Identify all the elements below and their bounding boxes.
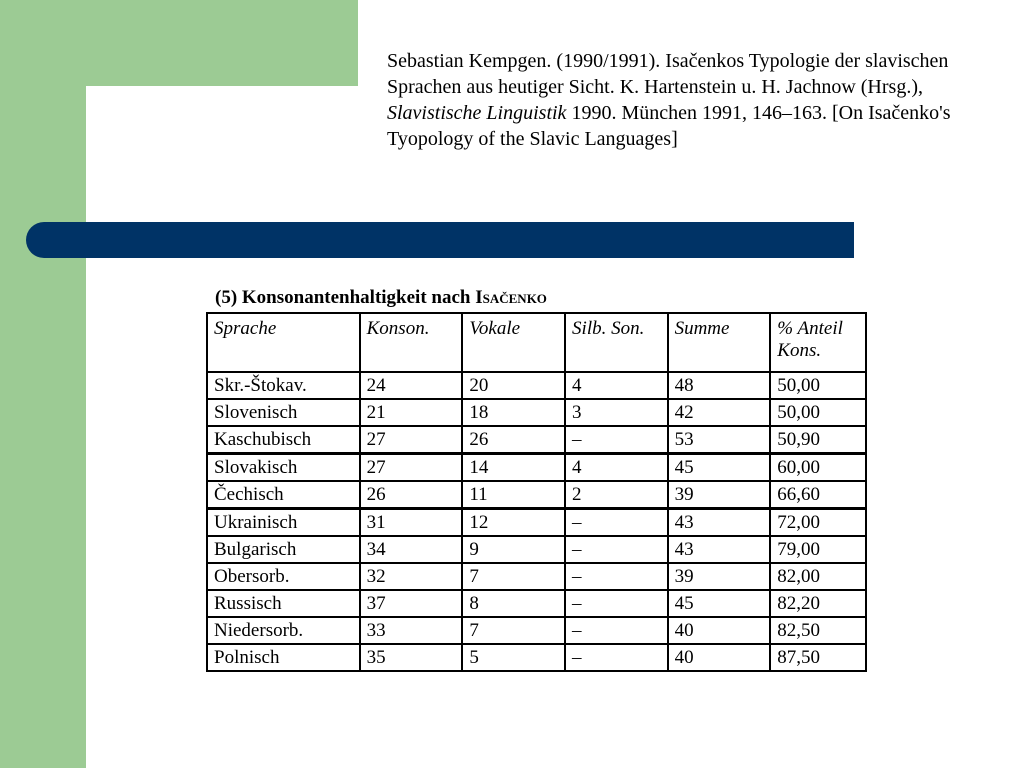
- citation-title: Isačenkos Typologie der slavischen Sprachen aus heutiger Sicht.: [387, 50, 949, 98]
- table-cell: –: [565, 644, 668, 671]
- table-cell: 34: [360, 536, 463, 563]
- table-title: [215, 287, 547, 309]
- table-cell: 5: [462, 644, 565, 671]
- table-cell: –: [565, 590, 668, 617]
- table-row: [207, 536, 866, 563]
- table-cell: 21: [360, 399, 463, 426]
- table-cell: 18: [462, 399, 565, 426]
- table-cell: 4: [565, 454, 668, 482]
- header-sprache: Sprache: [207, 313, 360, 372]
- table-cell: 82,00: [770, 563, 866, 590]
- table-row: [207, 481, 866, 509]
- table-cell: 48: [668, 372, 771, 399]
- table-row: [207, 426, 866, 454]
- table-cell: Slovakisch: [207, 454, 360, 482]
- table-cell: 32: [360, 563, 463, 590]
- table-cell: Niedersorb.: [207, 617, 360, 644]
- table-cell: 27: [360, 454, 463, 482]
- table-cell: Ukrainisch: [207, 509, 360, 537]
- content-corner: [86, 86, 358, 206]
- table-cell: Bulgarisch: [207, 536, 360, 563]
- table-row: [207, 617, 866, 644]
- title-divider-bar: [26, 222, 854, 258]
- table-cell: 31: [360, 509, 463, 537]
- header-konson: Konson.: [360, 313, 463, 372]
- table-cell: 26: [360, 481, 463, 509]
- table-cell: 60,00: [770, 454, 866, 482]
- table-cell: 2: [565, 481, 668, 509]
- table-cell: 35: [360, 644, 463, 671]
- table-cell: 11: [462, 481, 565, 509]
- table-cell: 7: [462, 563, 565, 590]
- citation-pub: 1990. München 1991, 146–163.: [571, 102, 827, 124]
- table-cell: –: [565, 509, 668, 537]
- consonant-table: [206, 312, 867, 672]
- table-cell: 82,20: [770, 590, 866, 617]
- table-cell: 26: [462, 426, 565, 454]
- header-anteil-kons: % Anteil Kons.: [770, 313, 866, 372]
- table-cell: –: [565, 617, 668, 644]
- table-cell: 39: [668, 481, 771, 509]
- table-cell: 43: [668, 536, 771, 563]
- table-title-prefix: (5) Konsonantenhaltigkeit nach: [215, 287, 471, 308]
- table-cell: Kaschubisch: [207, 426, 360, 454]
- table-cell: 27: [360, 426, 463, 454]
- table-cell: 3: [565, 399, 668, 426]
- citation-editors: K. Hartenstein u. H. Jachnow (Hrsg.),: [619, 76, 923, 98]
- table-cell: 9: [462, 536, 565, 563]
- table-cell: 50,90: [770, 426, 866, 454]
- table-row: [207, 644, 866, 671]
- table-cell: 12: [462, 509, 565, 537]
- table-cell: 8: [462, 590, 565, 617]
- table-cell: 7: [462, 617, 565, 644]
- table-header-row: [207, 313, 866, 372]
- table-cell: 40: [668, 617, 771, 644]
- table-cell: Slovenisch: [207, 399, 360, 426]
- table-cell: Obersorb.: [207, 563, 360, 590]
- table-cell: 4: [565, 372, 668, 399]
- table-cell: Polnisch: [207, 644, 360, 671]
- table-body: [207, 372, 866, 671]
- table-row: [207, 399, 866, 426]
- table-cell: 39: [668, 563, 771, 590]
- table-cell: Čechisch: [207, 481, 360, 509]
- table-cell: 87,50: [770, 644, 866, 671]
- table-cell: 42: [668, 399, 771, 426]
- table-cell: 14: [462, 454, 565, 482]
- table-cell: 45: [668, 590, 771, 617]
- table-cell: Russisch: [207, 590, 360, 617]
- table-cell: 45: [668, 454, 771, 482]
- table-row: [207, 590, 866, 617]
- top-decoration: [86, 0, 358, 86]
- citation-authors: Sebastian Kempgen. (1990/1991).: [387, 50, 661, 72]
- table-row: [207, 454, 866, 482]
- table-row: [207, 563, 866, 590]
- table-cell: 82,50: [770, 617, 866, 644]
- table-title-name: Isačenko: [475, 287, 547, 308]
- table-cell: 50,00: [770, 372, 866, 399]
- table-cell: 24: [360, 372, 463, 399]
- table-cell: 72,00: [770, 509, 866, 537]
- table-row: [207, 509, 866, 537]
- header-vokale: Vokale: [462, 313, 565, 372]
- table-cell: 33: [360, 617, 463, 644]
- header-silb-son: Silb. Son.: [565, 313, 668, 372]
- table-cell: –: [565, 563, 668, 590]
- table-cell: 43: [668, 509, 771, 537]
- table-cell: 79,00: [770, 536, 866, 563]
- table-cell: 40: [668, 644, 771, 671]
- table-cell: 50,00: [770, 399, 866, 426]
- table-cell: 66,60: [770, 481, 866, 509]
- table-row: [207, 372, 866, 399]
- table-cell: –: [565, 426, 668, 454]
- table-cell: Skr.-Štokav.: [207, 372, 360, 399]
- header-summe: Summe: [668, 313, 771, 372]
- table-cell: 53: [668, 426, 771, 454]
- table-cell: 20: [462, 372, 565, 399]
- citation-text: [387, 48, 987, 152]
- citation-english: [On Isačenko's Tyopology of the Slavic Languages]: [387, 102, 951, 150]
- sidebar-decoration: [0, 0, 86, 768]
- table-cell: –: [565, 536, 668, 563]
- citation-book: Slavistische Linguistik: [387, 102, 567, 124]
- table-cell: 37: [360, 590, 463, 617]
